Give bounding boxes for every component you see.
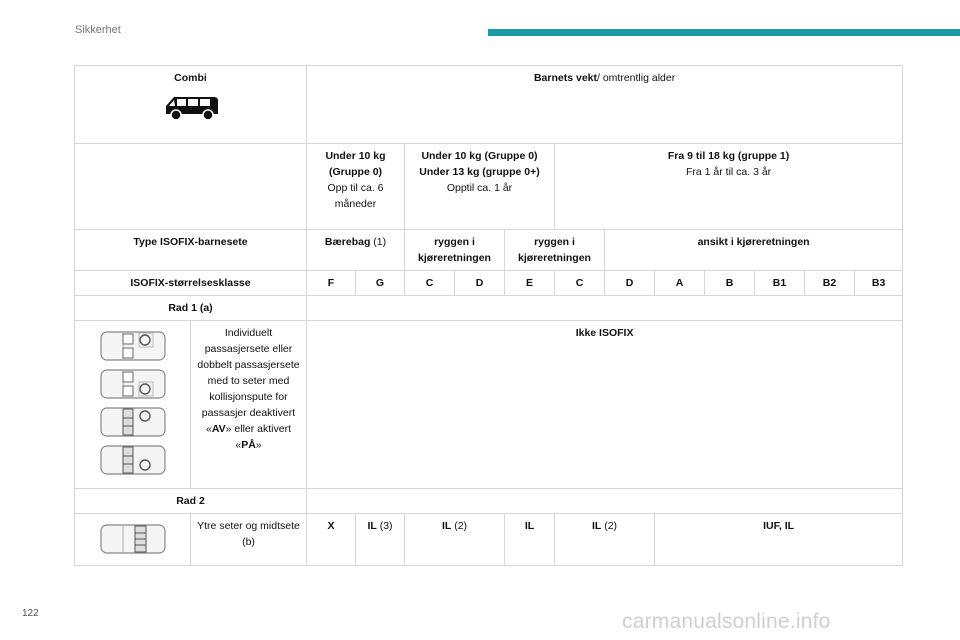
group-b-bold-1: Under 10 kg (Gruppe 0) <box>421 150 538 162</box>
row-2-value-bold: IL <box>591 520 602 532</box>
row-2-value-note: (2) <box>451 520 468 532</box>
seat-layout-icon <box>97 367 169 401</box>
vehicle-label: Combi <box>174 72 207 84</box>
size-class: G <box>356 271 405 296</box>
row-2-label: Rad 2 <box>75 489 307 514</box>
seat-layout-icon <box>97 443 169 477</box>
blank-cell <box>307 489 903 514</box>
size-class-label: ISOFIX-størrelsesklasse <box>75 271 307 296</box>
row-1-value: Ikke ISOFIX <box>307 321 903 489</box>
type-carrycot <box>307 230 405 271</box>
blank-cell <box>75 144 307 230</box>
size-class: A <box>655 271 705 296</box>
row-2-value <box>555 514 655 566</box>
type-forward-facing: ansikt i kjøreretningen <box>605 230 903 271</box>
group-c-cell <box>555 144 903 230</box>
row-2-value-note: (2) <box>601 520 618 532</box>
size-class: B2 <box>805 271 855 296</box>
section-title: Sikkerhet <box>75 24 121 36</box>
row-2-value-bold: IL <box>441 520 452 532</box>
row-2-description: Ytre seter og midtsete (b) <box>191 514 307 566</box>
row-2-value <box>356 514 405 566</box>
group-a-bold: Under 10 kg (Gruppe 0) <box>325 150 386 178</box>
row-2-value: X <box>307 514 356 566</box>
row-2-seat-diagram <box>75 514 191 566</box>
group-c-bold: Fra 9 til 18 kg (gruppe 1) <box>667 150 790 162</box>
size-class: B3 <box>855 271 903 296</box>
type-carrycot-note: (1) <box>370 236 387 248</box>
size-class: F <box>307 271 356 296</box>
page-number: 122 <box>22 608 39 619</box>
size-class: B1 <box>755 271 805 296</box>
size-class: B <box>705 271 755 296</box>
type-rear-facing-2: ryggen i kjøreretningen <box>505 230 605 271</box>
group-c-text: Fra 1 år til ca. 3 år <box>685 166 772 178</box>
watermark: carmanualsonline.info <box>622 610 831 633</box>
row-2-value-note: (3) <box>376 520 393 532</box>
row-1-desc-text: Individuelt passasjersete eller dobbelt passasjersete med to seter med kollisjonspute for passasjer deaktivert « <box>197 327 300 435</box>
isofix-table <box>74 65 903 566</box>
blank-cell <box>307 296 903 321</box>
row-1-desc-off: AV <box>211 423 226 435</box>
type-label: Type ISOFIX-barnesete <box>75 230 307 271</box>
size-class: D <box>605 271 655 296</box>
seat-layout-icon <box>97 405 169 439</box>
row-1-desc-after: » <box>255 439 262 451</box>
size-class: D <box>455 271 505 296</box>
size-class: C <box>555 271 605 296</box>
group-a-text: Opp til ca. 6 måneder <box>327 182 384 210</box>
seat-layout-icon <box>97 329 169 363</box>
type-rear-facing-1: ryggen i kjøreretningen <box>405 230 505 271</box>
row-1-seat-diagrams <box>75 321 191 489</box>
row-1-desc-middle: » eller aktivert « <box>225 423 291 451</box>
size-class: E <box>505 271 555 296</box>
row-1-label: Rad 1 (a) <box>75 296 307 321</box>
group-b-bold-2: Under 13 kg (gruppe 0+) <box>419 166 540 178</box>
group-b-cell <box>405 144 555 230</box>
weight-heading <box>307 66 903 144</box>
row-2-value: IUF, IL <box>655 514 903 566</box>
seat-layout-icon <box>97 522 169 556</box>
section-accent-bar <box>488 29 960 36</box>
row-2-value-bold: IL <box>367 520 377 532</box>
row-2-value <box>405 514 505 566</box>
group-a-cell <box>307 144 405 230</box>
vehicle-cell <box>75 66 307 144</box>
row-2-value: IL <box>505 514 555 566</box>
weight-heading-bold: Barnets vekt <box>533 72 597 84</box>
size-class: C <box>405 271 455 296</box>
group-b-text: Opptil ca. 1 år <box>446 182 513 194</box>
weight-heading-rest: / omtrentlig alder <box>597 72 676 84</box>
row-1-desc-on: PÅ <box>241 439 256 451</box>
type-carrycot-bold: Bærebag <box>324 236 371 248</box>
row-1-description <box>191 321 307 489</box>
combi-van-icon <box>162 94 220 122</box>
